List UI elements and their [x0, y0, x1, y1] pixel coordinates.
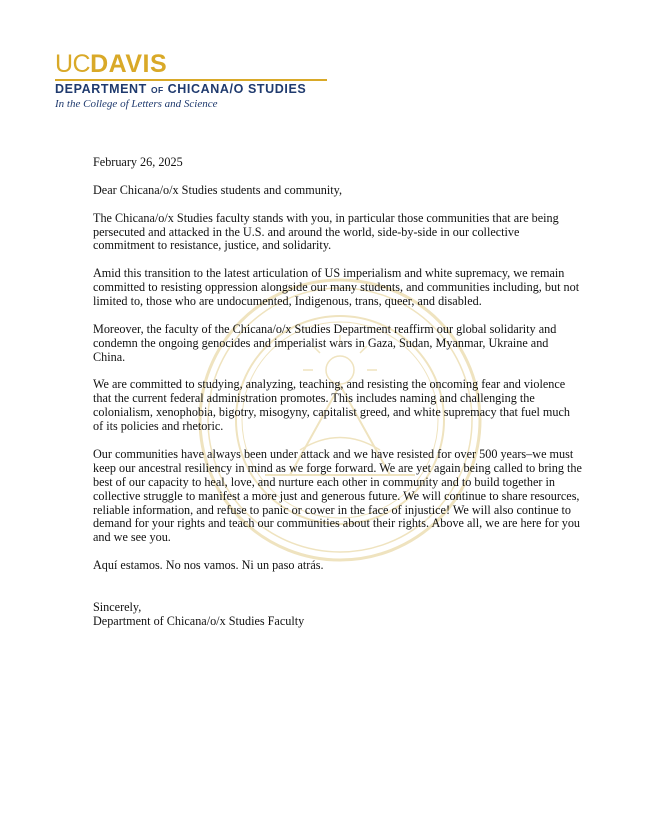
dept-of: OF: [150, 85, 164, 95]
letter-paragraph: Moreover, the faculty of the Chicana/o/x Studies Department reaffirm our global solidarity and condemn the ongoing genocides and imperialist wars in Gaza, Sudan, Myanmar, Ukraine and China.: [93, 321, 557, 364]
dept-prefix: DEPARTMENT: [55, 82, 147, 96]
logo-uc-text: UC: [55, 50, 91, 78]
letter-date: February 26, 2025: [93, 155, 183, 169]
letter-paragraph: Amid this transition to the latest articulation of US imperialism and white supremacy, we remain committed to resisting oppression alongside our many students, and communities including, but not limited to, those who are undocumented, Indigenous, trans, queer, and disabled.: [93, 266, 580, 309]
letter-body: [93, 156, 583, 629]
department-title: [55, 82, 306, 98]
logo-davis-text: DAVIS: [90, 50, 168, 78]
letter-closing: Sincerely,: [93, 599, 142, 614]
dept-suffix: CHICANA/O STUDIES: [167, 82, 307, 96]
letter-paragraph: Our communities have always been under attack and we have resisted for over 500 years–we must keep our ancestral resiliency in mind as we forge forward. We are yet again being called to bring the best of our capacity to heal, love, and nurture each other in community and to build together in collective struggle to manifest a more just and generous future. We will continue to share resources, reliable information, and refuse to panic or cower in the face of injustice! We will also continue to demand for your rights and teach our communities about their rights. Above all, we are here for you and we see you.: [93, 446, 582, 545]
letter-paragraph-slogan: Aquí estamos. No nos vamos. Ni un paso atrás.: [93, 558, 324, 573]
ucdavis-logo: [55, 50, 167, 78]
college-subtitle: In the College of Letters and Science: [55, 98, 218, 110]
letter-paragraph: The Chicana/o/x Studies faculty stands with you, in particular those communities that are being persecuted and attacked in the U.S. and around the world, side-by-side in our collective commitment to resistance, justice, and solidarity.: [93, 210, 559, 253]
letter-paragraph: We are committed to studying, analyzing, teaching, and resisting the oncoming fear and violence that the current federal administration promotes. This includes naming and challenging the colonialism, xenophobia, bigotry, misogyny, capitalist greed, and white supremacy that fuel much of its policies and rhetoric.: [93, 377, 571, 434]
letter-salutation: Dear Chicana/o/x Studies students and community,: [93, 182, 343, 197]
letter-signature: Department of Chicana/o/x Studies Faculty: [93, 613, 305, 628]
logo-divider: [55, 79, 327, 81]
